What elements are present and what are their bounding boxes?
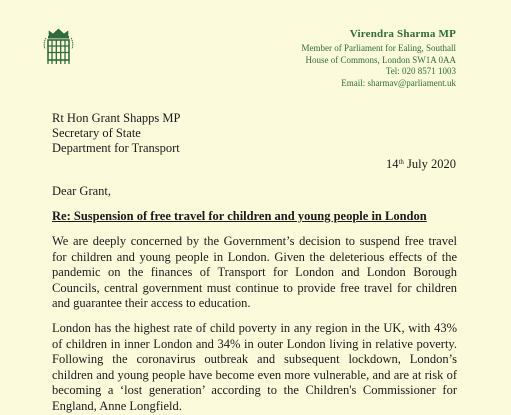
subject-line: Re: Suspension of free travel for children and young people in London [52, 209, 427, 223]
salutation: Dear Grant, [52, 184, 111, 198]
date-day: 14 [385, 157, 399, 171]
date-suffix: th [398, 158, 404, 166]
recipient-department: Department for Transport [52, 141, 180, 155]
letter-date [386, 157, 456, 172]
recipient-name: Rt Hon Grant Shapps MP [52, 111, 181, 125]
sender-address: House of Commons, London SW1A 0AA [305, 54, 456, 65]
sender-name: Virendra Sharma MP [349, 28, 456, 40]
recipient-title: Secretary of State [52, 126, 141, 140]
sender-telephone: Tel: 020 8571 1003 [385, 66, 456, 76]
recipient-block [52, 111, 180, 156]
date-month-year: July 2020 [403, 157, 456, 171]
body-paragraph-2: London has the highest rate of child poverty in any region in the UK, with 43% of children in inner London and 34% in outer London living in relative poverty. Following the coronavirus outbreak and subsequent lockdown, London’s children and young people have become even more vulnerable, and are at risk of becoming a ‘lost generation’ according to the Children's Commissioner for England, Anne Longfield. [52, 321, 457, 413]
sender-block [302, 28, 456, 89]
sender-email[interactable]: Email: sharmav@parliament.uk [341, 77, 456, 88]
sender-constituency: Member of Parliament for Ealing, Southall [301, 43, 456, 53]
portcullis-crest-icon [40, 27, 77, 67]
body-paragraph-1: We are deeply concerned by the Government’s decision to suspend free travel for children and young people in London. Given the deleterious effects of the pandemic on the finances of Transport for London and London Borough Councils, central government must continue to provide free travel for children and guarantee their access to education. [52, 234, 457, 311]
